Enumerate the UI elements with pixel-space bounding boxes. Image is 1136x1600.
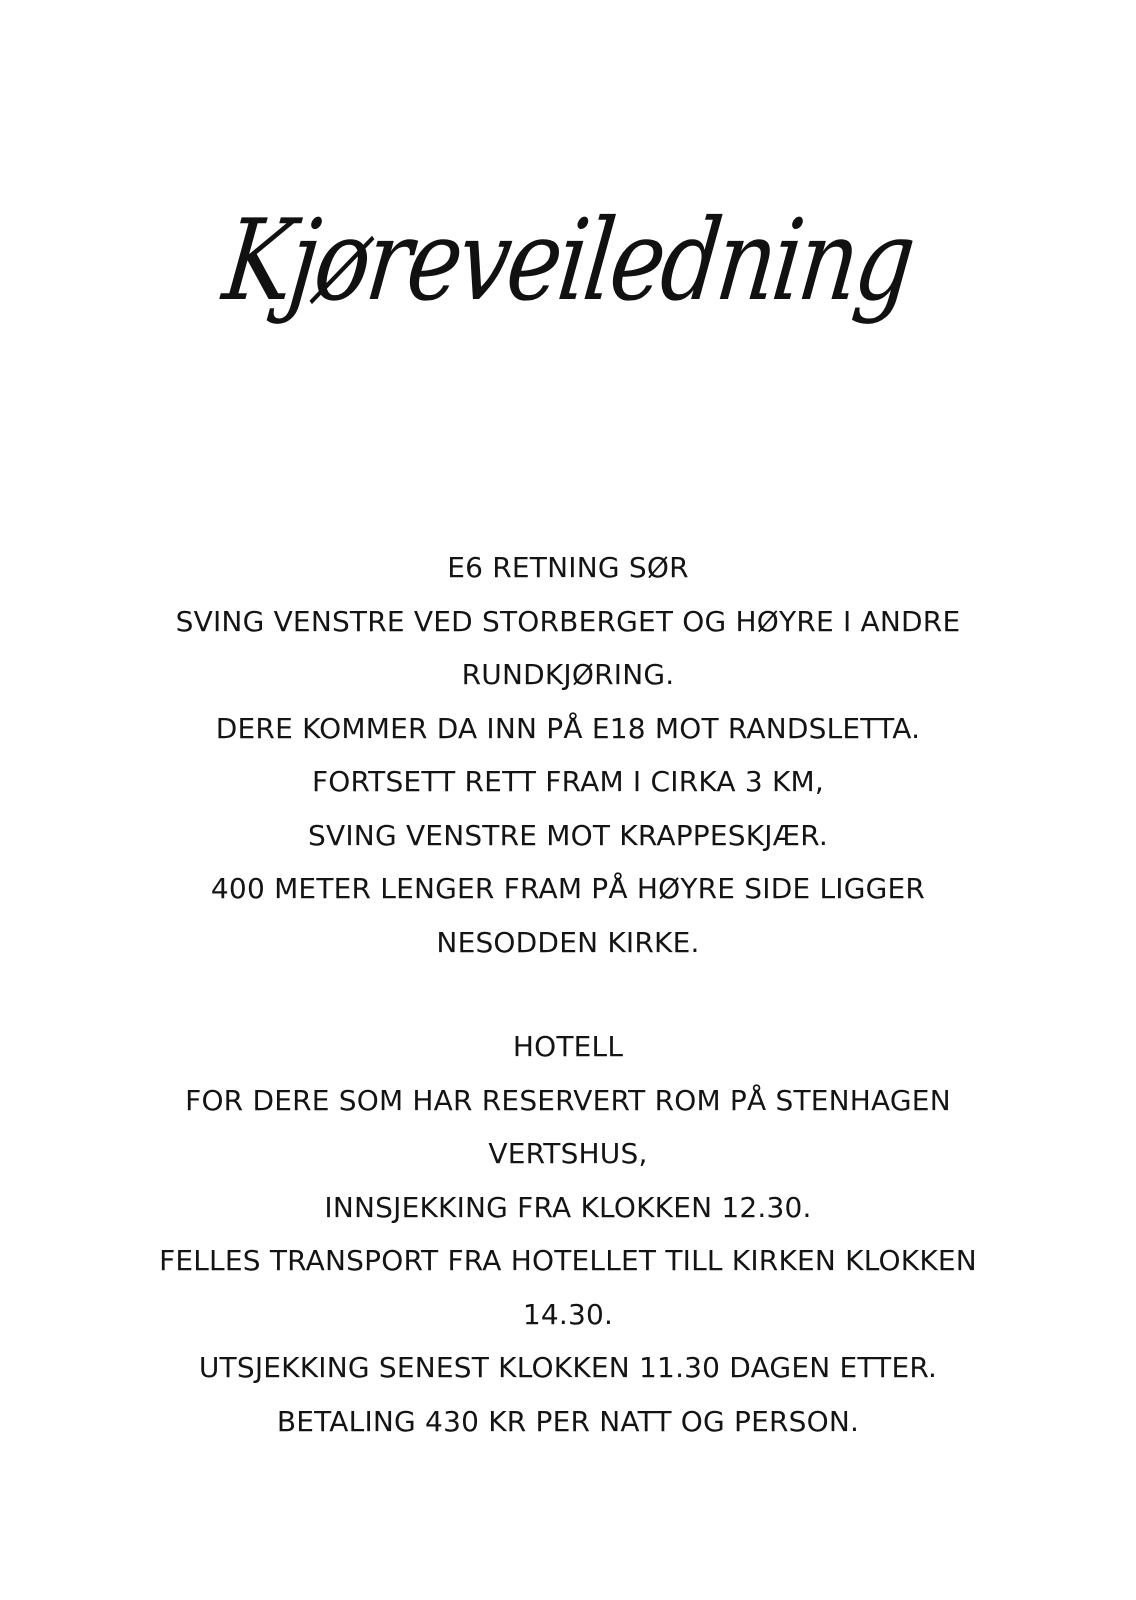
directions-section <box>100 541 1036 969</box>
hotel-line: INNSJEKKING FRA KLOKKEN 12.30. <box>324 1190 812 1224</box>
hotel-line: FOR DERE SOM HAR RESERVERT ROM PÅ STENHAGEN <box>185 1083 951 1117</box>
hotel-line: VERTSHUS, <box>488 1137 648 1170</box>
hotel-line: UTSJEKKING SENEST KLOKKEN 11.30 DAGEN ETTER. <box>198 1351 938 1384</box>
hotel-section <box>100 1020 1036 1448</box>
hotel-line: 14.30. <box>522 1297 614 1331</box>
directions-line: RUNDKJØRING. <box>461 658 675 691</box>
hotel-line: BETALING 430 KR PER NATT OG PERSON. <box>276 1404 860 1438</box>
hotel-heading: HOTELL <box>512 1030 624 1063</box>
directions-line: 400 METER LENGER FRAM PÅ HØYRE SIDE LIGGER <box>210 872 926 905</box>
directions-line: SVING VENSTRE VED STORBERGET OG HØYRE I ANDRE <box>175 604 961 638</box>
directions-line: SVING VENSTRE MOT KRAPPESKJÆR. <box>308 818 828 852</box>
page-title: Kjøreveiledning <box>217 196 919 326</box>
directions-line: NESODDEN KIRKE. <box>436 925 700 959</box>
directions-line: DERE KOMMER DA INN PÅ E18 MOT RANDSLETTA. <box>215 711 921 745</box>
directions-line: FORTSETT RETT FRAM I CIRKA 3 KM, <box>311 765 825 798</box>
hotel-line: FELLES TRANSPORT FRA HOTELLET TILL KIRKEN KLOKKEN <box>159 1244 977 1277</box>
directions-line: E6 RETNING SØR <box>447 551 689 584</box>
